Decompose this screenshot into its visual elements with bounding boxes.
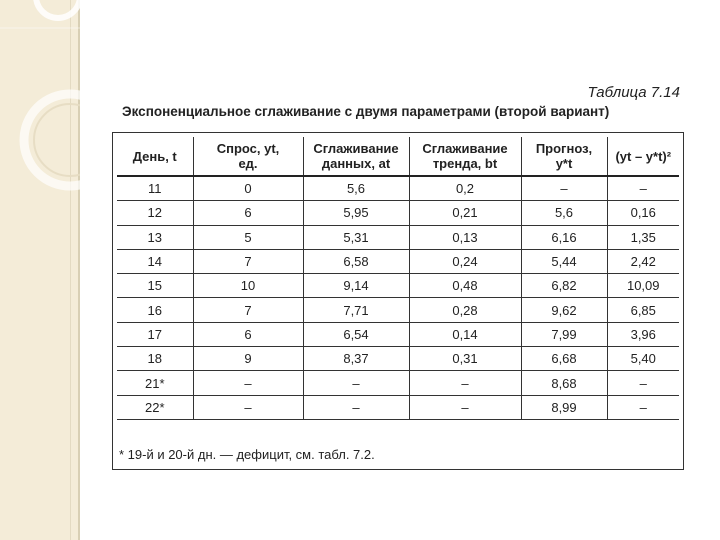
table-cell: – (409, 395, 521, 419)
table-cell: 6 (193, 322, 303, 346)
column-header-line: Сглаживание (422, 141, 508, 156)
table-cell: – (607, 395, 679, 419)
column-header (521, 137, 607, 176)
table-cell: – (607, 371, 679, 395)
table-cell: 18 (117, 347, 193, 371)
table-cell: 0,28 (409, 298, 521, 322)
column-header-line: День, t (132, 148, 177, 164)
column-header (193, 137, 303, 176)
table-row (117, 176, 679, 201)
table-cell: 6,68 (521, 347, 607, 371)
table-body (117, 176, 679, 419)
table-cell: 6,54 (303, 322, 409, 346)
table-cell: 10 (193, 274, 303, 298)
table-cell: 0,21 (409, 201, 521, 225)
column-header (409, 137, 521, 176)
table-cell: – (303, 395, 409, 419)
table-row (117, 298, 679, 322)
table-cell: – (193, 371, 303, 395)
table-cell: 7,99 (521, 322, 607, 346)
column-header-line: (yt – y*t)² (615, 148, 672, 164)
table-cell: 10,09 (607, 274, 679, 298)
table-cell: 9 (193, 347, 303, 371)
table-cell: 7 (193, 298, 303, 322)
table-cell: 7,71 (303, 298, 409, 322)
table-cell: – (521, 176, 607, 201)
column-header-line: y*t (555, 156, 573, 171)
column-header-line: Спрос, yt, (216, 141, 280, 156)
table-cell: 0 (193, 176, 303, 201)
table-caption: Таблица 7.14 (587, 84, 680, 101)
table-cell: – (409, 371, 521, 395)
smoothing-table (117, 137, 679, 420)
document-content (112, 84, 684, 470)
table-cell: 0,13 (409, 225, 521, 249)
table-row (117, 395, 679, 419)
table-cell: 8,37 (303, 347, 409, 371)
table-cell: 7 (193, 249, 303, 273)
table-footnote: * 19-й и 20-й дн. — дефицит, см. табл. 7.2. (119, 447, 375, 462)
table-cell: 21* (117, 371, 193, 395)
table-cell: 0,16 (607, 201, 679, 225)
table-cell: 8,99 (521, 395, 607, 419)
table-cell: 0,2 (409, 176, 521, 201)
table-cell: 5,6 (521, 201, 607, 225)
column-header (303, 137, 409, 176)
column-header-line: Прогноз, (535, 141, 593, 156)
column-header-line: ед. (238, 156, 258, 171)
table-cell: 9,62 (521, 298, 607, 322)
table-title: Экспоненциальное сглаживание с двумя параметрами (второй вариант) (122, 104, 610, 119)
table-cell: 5,44 (521, 249, 607, 273)
table-row (117, 201, 679, 225)
table-cell: 2,42 (607, 249, 679, 273)
table-cell: 22* (117, 395, 193, 419)
table-cell: 17 (117, 322, 193, 346)
table-cell: 12 (117, 201, 193, 225)
table-row (117, 371, 679, 395)
table-cell: 6,82 (521, 274, 607, 298)
table-cell: 1,35 (607, 225, 679, 249)
column-header-line: тренда, bt (432, 156, 498, 171)
table-cell: – (607, 176, 679, 201)
table-row (117, 249, 679, 273)
table-header-row (117, 137, 679, 176)
table-cell: 6,85 (607, 298, 679, 322)
table-cell: 5,40 (607, 347, 679, 371)
table-cell: 11 (117, 176, 193, 201)
table-cell: 3,96 (607, 322, 679, 346)
table-row (117, 225, 679, 249)
table-cell: 6 (193, 201, 303, 225)
table-row (117, 322, 679, 346)
column-header-line: Сглаживание (313, 141, 399, 156)
table-cell: 6,58 (303, 249, 409, 273)
table-cell: 0,48 (409, 274, 521, 298)
table-cell: 5,95 (303, 201, 409, 225)
table-cell: 0,31 (409, 347, 521, 371)
table-row (117, 274, 679, 298)
column-header (607, 137, 679, 176)
table-cell: – (193, 395, 303, 419)
table-cell: 0,24 (409, 249, 521, 273)
table-cell: 16 (117, 298, 193, 322)
table-cell: 13 (117, 225, 193, 249)
table-cell: 5,6 (303, 176, 409, 201)
table-cell: 5,31 (303, 225, 409, 249)
column-header (117, 137, 193, 176)
table-cell: 5 (193, 225, 303, 249)
column-header-line: данных, at (321, 156, 391, 171)
decorative-circles (0, 0, 80, 540)
table-cell: 15 (117, 274, 193, 298)
table-cell: – (303, 371, 409, 395)
table-cell: 9,14 (303, 274, 409, 298)
table-cell: 0,14 (409, 322, 521, 346)
table-cell: 6,16 (521, 225, 607, 249)
table-frame (112, 132, 684, 470)
table-row (117, 347, 679, 371)
table-cell: 14 (117, 249, 193, 273)
table-cell: 8,68 (521, 371, 607, 395)
